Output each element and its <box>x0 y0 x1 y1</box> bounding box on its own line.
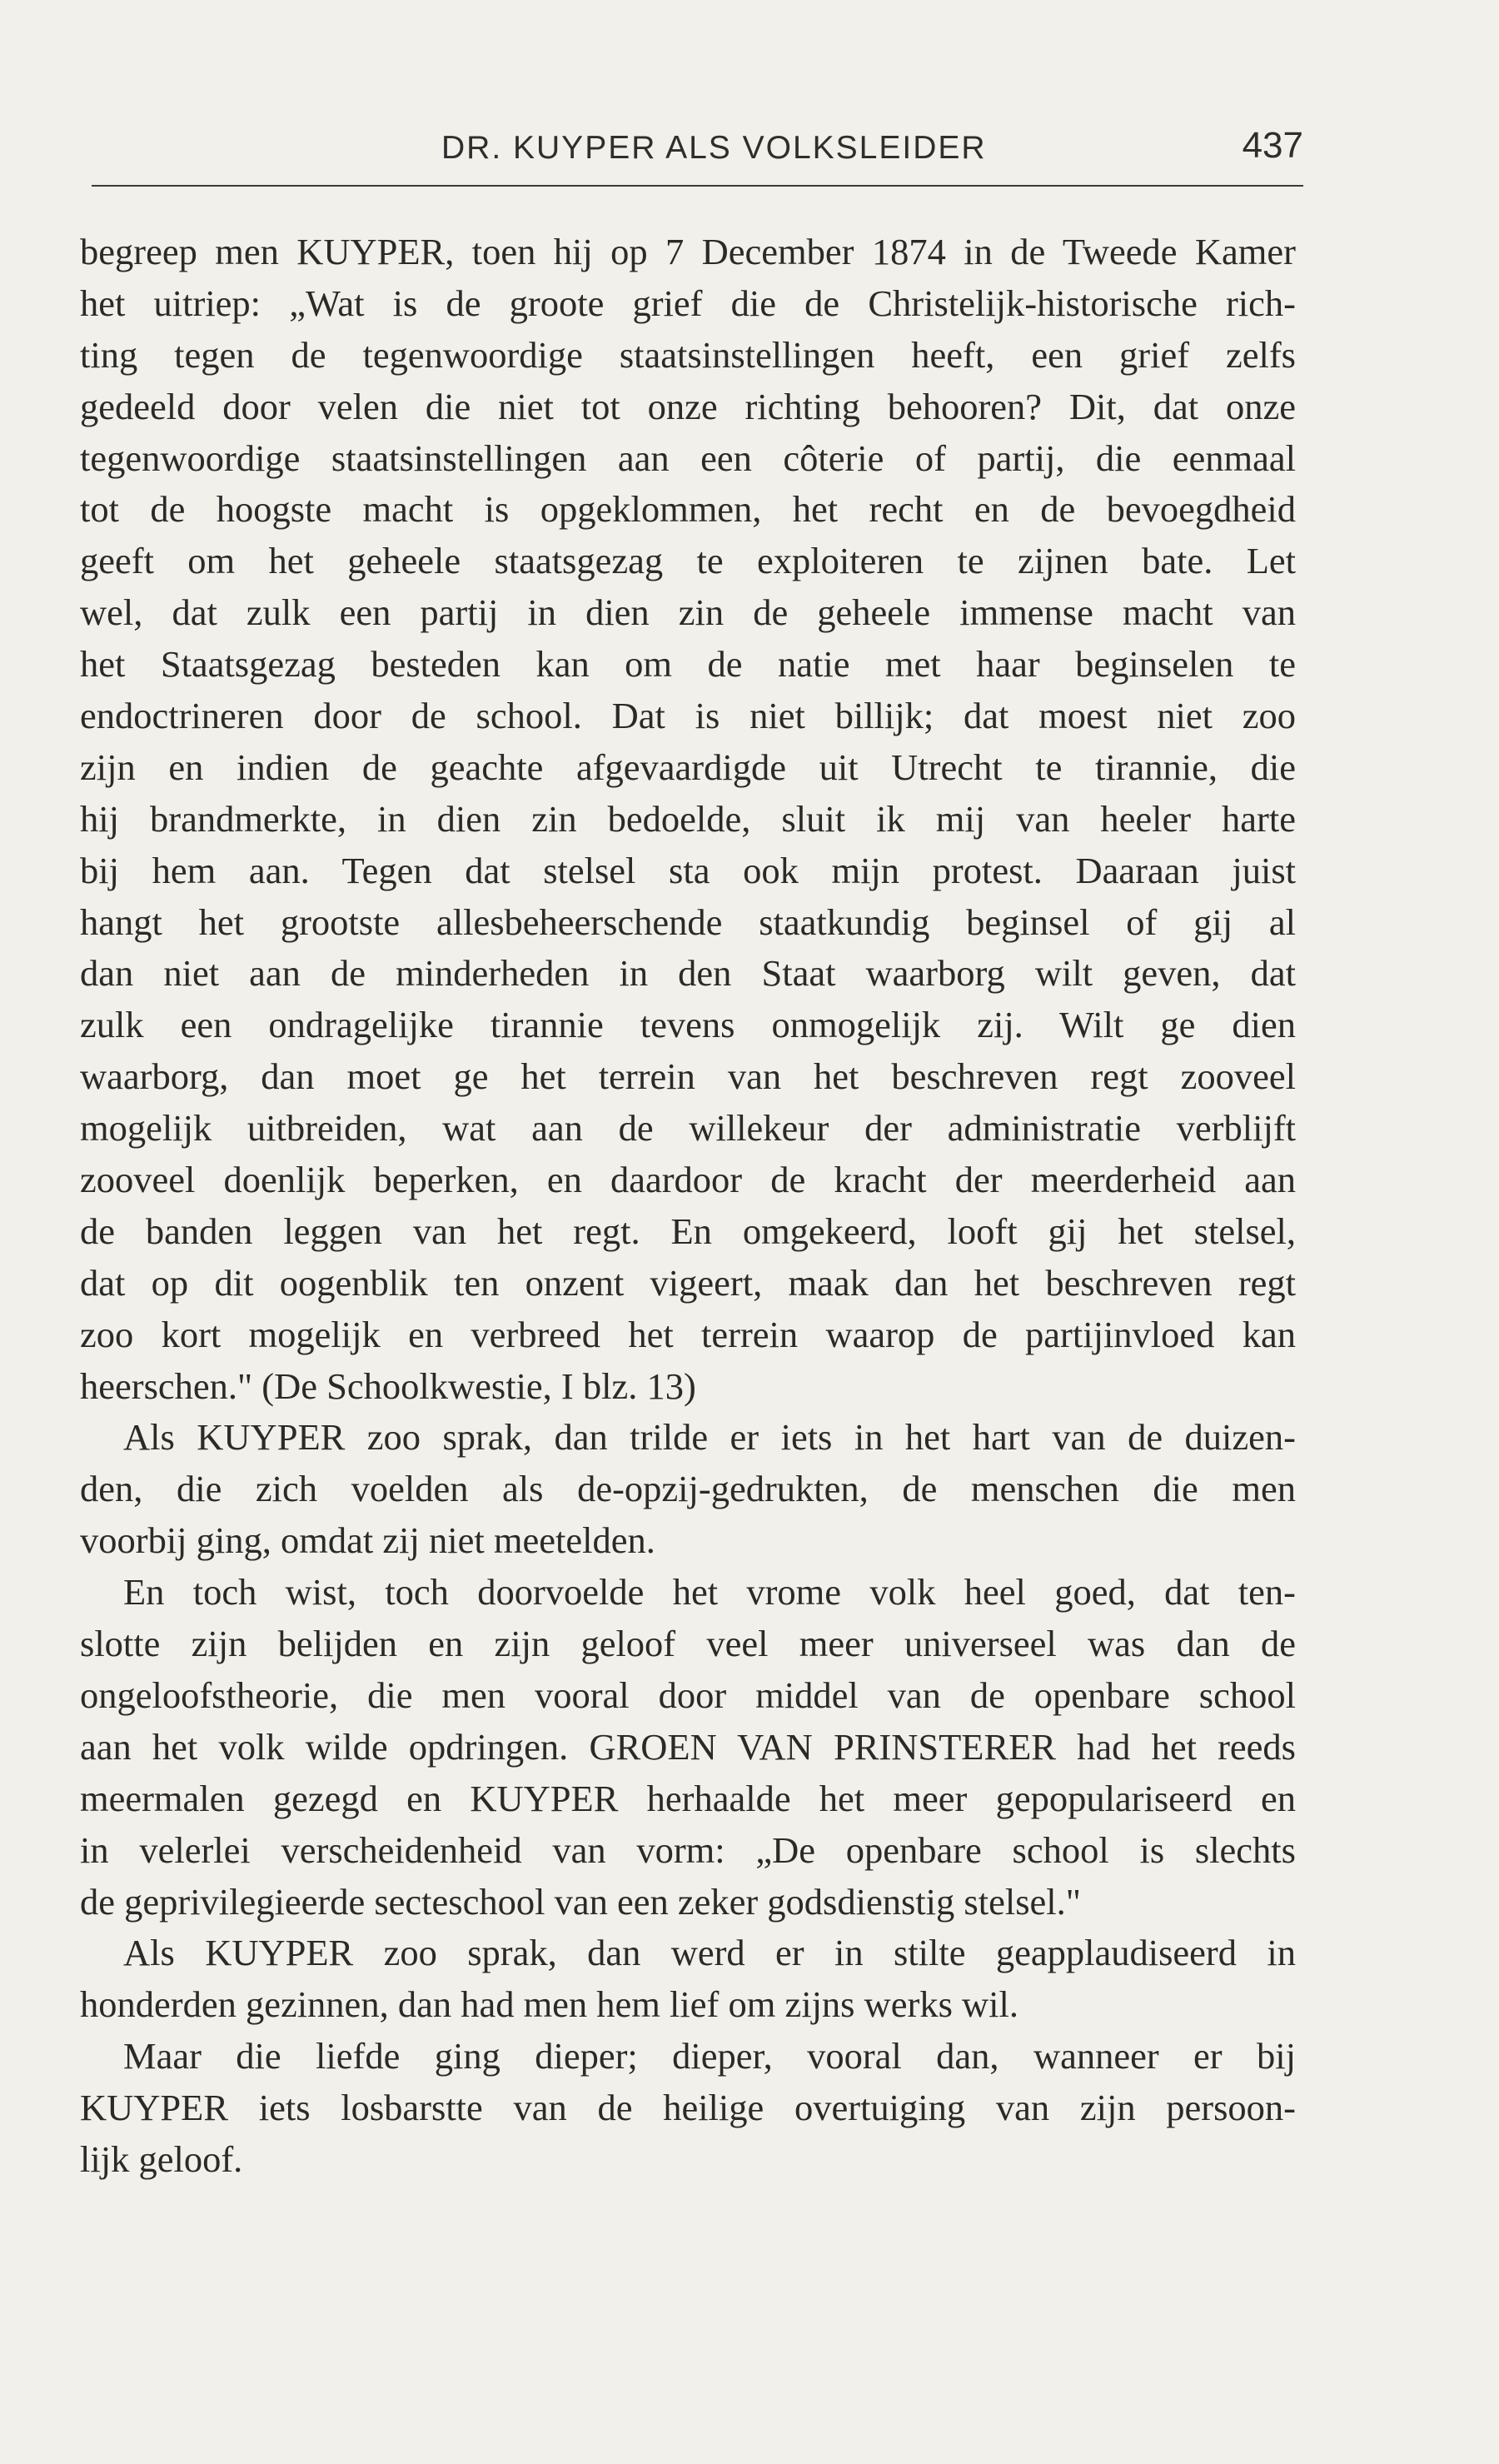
text-line: lijk geloof. <box>80 2137 243 2180</box>
text-line: endoctrineren door de school. Dat is niet billijk; dat moest niet zoo <box>80 695 1296 737</box>
text-line: En toch wist, toch doorvoelde het vrome volk heel goed, dat ten- <box>123 1571 1296 1614</box>
text-line: tot de hoogste macht is opgeklommen, het recht en de bevoegdheid <box>80 488 1296 531</box>
text-line: het uitriep: „Wat is de groote grief die de Christelijk-historische rich- <box>80 282 1296 324</box>
text-line: dat op dit oogenblik ten onzent vigeert, maak dan het beschreven regt <box>80 1261 1296 1304</box>
text-line: de banden leggen van het regt. En omgekeerd, looft gij het stelsel, <box>80 1210 1296 1252</box>
body-text <box>80 227 1296 2186</box>
text-line: zoo kort mogelijk en verbreed het terrein waarop de partijinvloed kan <box>80 1313 1296 1355</box>
header-rule <box>92 185 1303 187</box>
text-line: zijn en indien de geachte afgevaardigde uit Utrecht te tirannie, die <box>80 746 1296 788</box>
text-line: Als KUYPER zoo sprak, dan trilde er iets in het hart van de duizen- <box>123 1416 1296 1459</box>
text-line: begreep men KUYPER, toen hij op 7 December 1874 in de Tweede Kamer <box>80 231 1296 272</box>
text-line: in velerlei verscheidenheid van vorm: „De openbare school is slechts <box>80 1828 1296 1871</box>
text-line: honderden gezinnen, dan had men hem lief om zijns werks wil. <box>80 1983 1019 2026</box>
text-line: zooveel doenlijk beperken, en daardoor de kracht der meerderheid aan <box>80 1159 1296 1201</box>
text-line: den, die zich voelden als de-opzij-gedrukten, de menschen die men <box>80 1468 1296 1510</box>
text-line: zulk een ondragelijke tirannie tevens onmogelijk zij. Wilt ge dien <box>80 1004 1296 1046</box>
text-line: hij brandmerkte, in dien zin bedoelde, sluit ik mij van heeler harte <box>80 797 1296 840</box>
text-line: aan het volk wilde opdringen. GROEN VAN PRINSTERER had het reeds <box>80 1725 1296 1768</box>
text-line: dan niet aan de minderheden in den Staat waarborg wilt geven, dat <box>80 952 1296 995</box>
text-line: het Staatsgezag besteden kan om de natie met haar beginselen te <box>80 643 1296 686</box>
text-line: meermalen gezegd en KUYPER herhaalde het meer gepopulariseerd en <box>80 1777 1296 1819</box>
text-line: hangt het grootste allesbeheerschende staatkundig beginsel of gij al <box>80 900 1296 943</box>
text-line: mogelijk uitbreiden, wat aan de willekeur der administratie verblijft <box>80 1107 1296 1150</box>
page-number: 437 <box>1242 125 1303 166</box>
text-line: gedeeld door velen die niet tot onze richting behooren? Dit, dat onze <box>80 385 1296 427</box>
text-line: heerschen." (De Schoolkwestie, I blz. 13) <box>80 1364 696 1407</box>
text-line: bij hem aan. Tegen dat stelsel sta ook mijn protest. Daaraan juist <box>80 849 1296 891</box>
text-line: KUYPER iets losbarstte van de heilige overtuiging van zijn persoon- <box>80 2087 1296 2129</box>
text-line: waarborg, dan moet ge het terrein van het beschreven regt zooveel <box>80 1055 1296 1098</box>
running-title: DR. KUYPER ALS VOLKSLEIDER <box>441 130 987 166</box>
text-line: geeft om het geheele staatsgezag te exploiteren te zijnen bate. Let <box>80 540 1296 582</box>
text-line: ting tegen de tegenwoordige staatsinstellingen heeft, een grief zelfs <box>80 333 1296 376</box>
text-line: Als KUYPER zoo sprak, dan werd er in stilte geapplaudiseerd in <box>123 1932 1296 1974</box>
text-line: slotte zijn belijden en zijn geloof veel meer universeel was dan de <box>80 1623 1296 1665</box>
text-line: voorbij ging, omdat zij niet meetelden. <box>80 1519 655 1562</box>
page-header <box>92 117 1303 183</box>
text-line: Maar die liefde ging dieper; dieper, vooral dan, wanneer er bij <box>123 2035 1296 2077</box>
text-line: wel, dat zulk een partij in dien zin de geheele immense macht van <box>80 591 1296 634</box>
text-line: ongeloofstheorie, die men vooral door middel van de openbare school <box>80 1673 1296 1716</box>
text-line: tegenwoordige staatsinstellingen aan een côterie of partij, die eenmaal <box>80 436 1296 479</box>
text-line: de geprivilegieerde secteschool van een zeker godsdienstig stelsel." <box>80 1880 1081 1923</box>
